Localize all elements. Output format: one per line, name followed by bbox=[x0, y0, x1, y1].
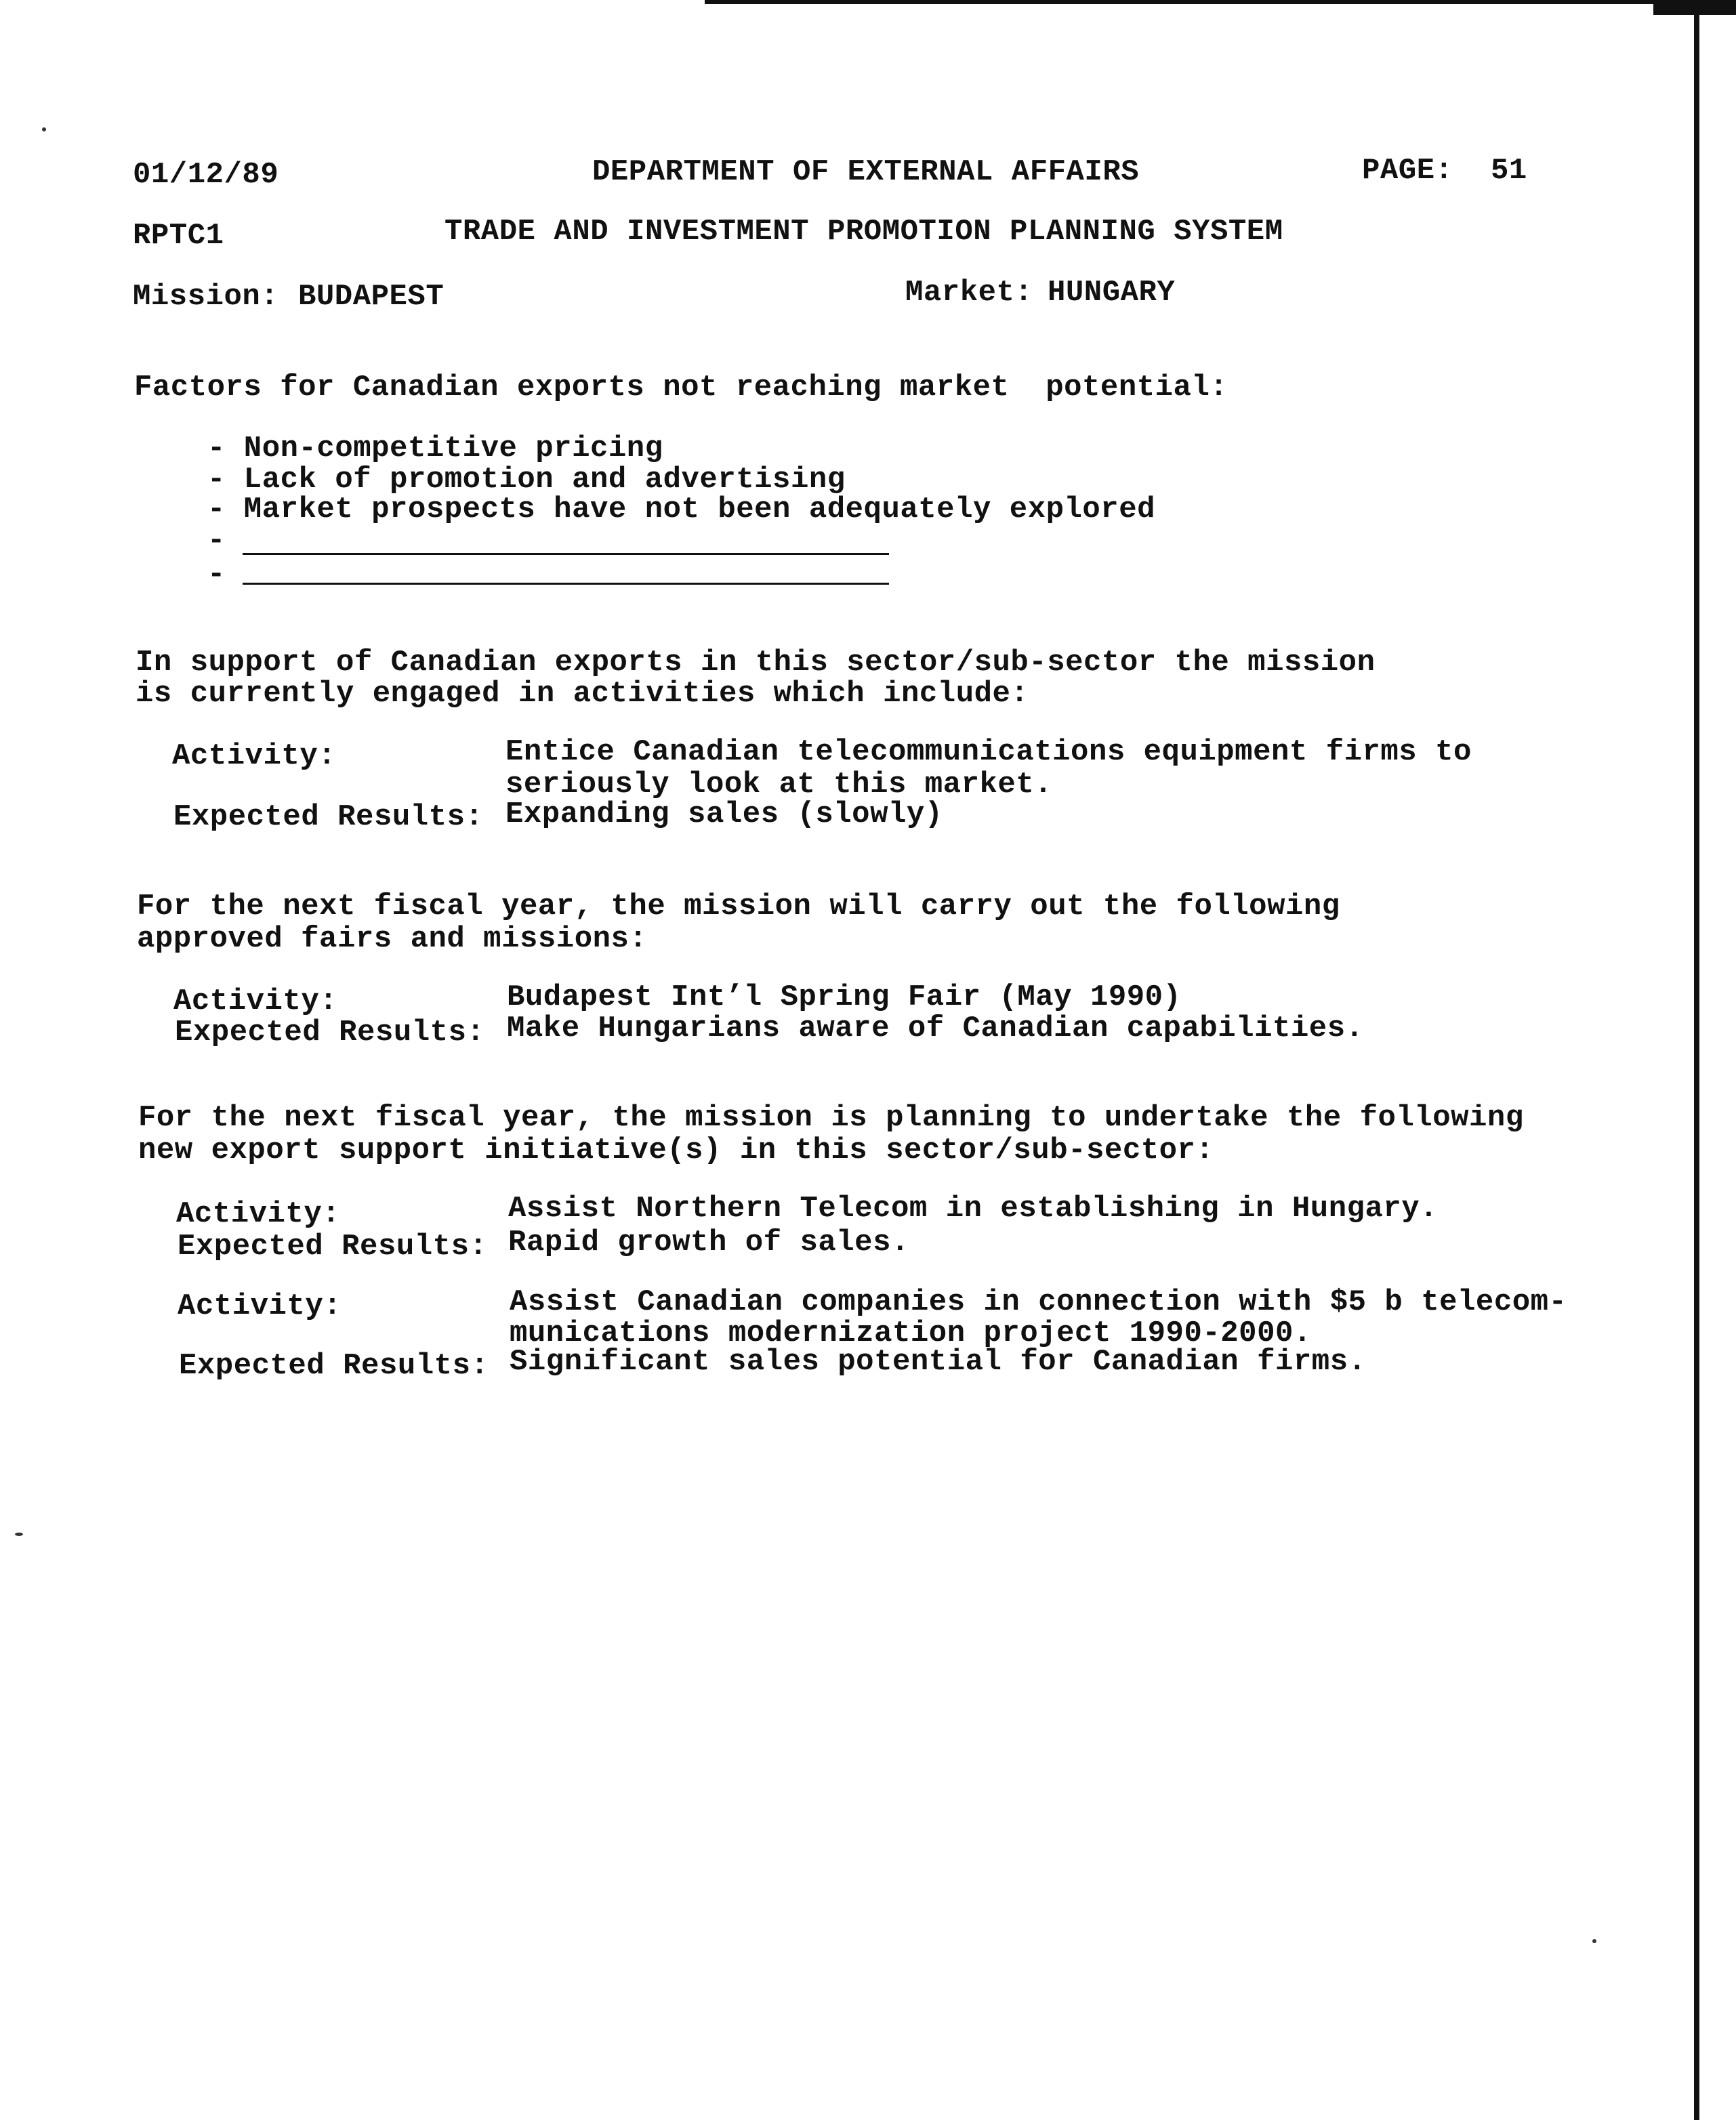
blank-factor-dash: - bbox=[207, 558, 226, 591]
initiatives-intro: new export support initiative(s) in this sector/sub-sector: bbox=[138, 1134, 1214, 1167]
fairs-intro: approved fairs and missions: bbox=[137, 922, 648, 956]
market-value: HUNGARY bbox=[1048, 276, 1176, 310]
scan-corner-mark bbox=[1653, 0, 1736, 15]
scan-speck bbox=[15, 1533, 23, 1536]
blank-factor-dash: - bbox=[207, 524, 226, 558]
department-title: DEPARTMENT OF EXTERNAL AFFAIRS bbox=[592, 155, 1140, 189]
activity-text: munications modernization project 1990-2000. bbox=[510, 1316, 1312, 1350]
blank-factor-line bbox=[243, 583, 889, 585]
expected-results-text: Significant sales potential for Canadian firms. bbox=[510, 1345, 1367, 1379]
initiatives-intro: For the next fiscal year, the mission is planning to undertake the following bbox=[138, 1101, 1524, 1135]
scan-top-edge bbox=[705, 0, 1667, 4]
mission-value: BUDAPEST bbox=[298, 280, 445, 314]
expected-results-text: Expanding sales (slowly) bbox=[505, 797, 943, 831]
scan-speck bbox=[42, 127, 46, 131]
report-code: RPTC1 bbox=[133, 219, 224, 253]
activity-label: Activity: bbox=[178, 1289, 342, 1323]
factors-heading: Factors for Canadian exports not reaching market potential: bbox=[134, 371, 1228, 404]
system-title: TRADE AND INVESTMENT PROMOTION PLANNING SYSTEM bbox=[445, 215, 1283, 249]
scan-speck bbox=[1592, 1939, 1596, 1943]
factor-item: - Lack of promotion and advertising bbox=[207, 463, 846, 497]
mission-label: Mission: bbox=[133, 280, 279, 314]
activity-label: Activity: bbox=[176, 1197, 341, 1231]
page-label: PAGE: bbox=[1362, 154, 1453, 188]
expected-results-label: Expected Results: bbox=[175, 1016, 485, 1049]
scan-right-edge bbox=[1694, 14, 1699, 2120]
support-intro: is currently engaged in activities which include: bbox=[136, 677, 1029, 711]
activity-label: Activity: bbox=[172, 739, 337, 773]
activity-text: seriously look at this market. bbox=[505, 768, 1053, 802]
activity-text: Assist Canadian companies in connection with $5 b telecom- bbox=[510, 1285, 1567, 1319]
fairs-intro: For the next fiscal year, the mission will carry out the following bbox=[137, 890, 1340, 923]
expected-results-text: Make Hungarians aware of Canadian capabilities. bbox=[507, 1012, 1364, 1045]
page-number: 51 bbox=[1491, 154, 1527, 188]
expected-results-label: Expected Results: bbox=[178, 1230, 488, 1264]
activity-text: Assist Northern Telecom in establishing in Hungary. bbox=[508, 1192, 1439, 1226]
activity-text: Entice Canadian telecommunications equipment firms to bbox=[505, 735, 1472, 769]
factor-item: - Non-competitive pricing bbox=[207, 432, 663, 465]
expected-results-text: Rapid growth of sales. bbox=[508, 1226, 909, 1260]
activity-text: Budapest Int’l Spring Fair (May 1990) bbox=[507, 980, 1182, 1014]
activity-label: Activity: bbox=[173, 984, 338, 1018]
expected-results-label: Expected Results: bbox=[173, 800, 484, 834]
report-date: 01/12/89 bbox=[133, 158, 279, 192]
blank-factor-line bbox=[243, 553, 889, 555]
factor-item: - Market prospects have not been adequately explored bbox=[207, 493, 1156, 526]
market-label: Market: bbox=[905, 276, 1033, 310]
support-intro: In support of Canadian exports in this sector/sub-sector the mission bbox=[136, 646, 1376, 680]
expected-results-label: Expected Results: bbox=[179, 1349, 489, 1383]
